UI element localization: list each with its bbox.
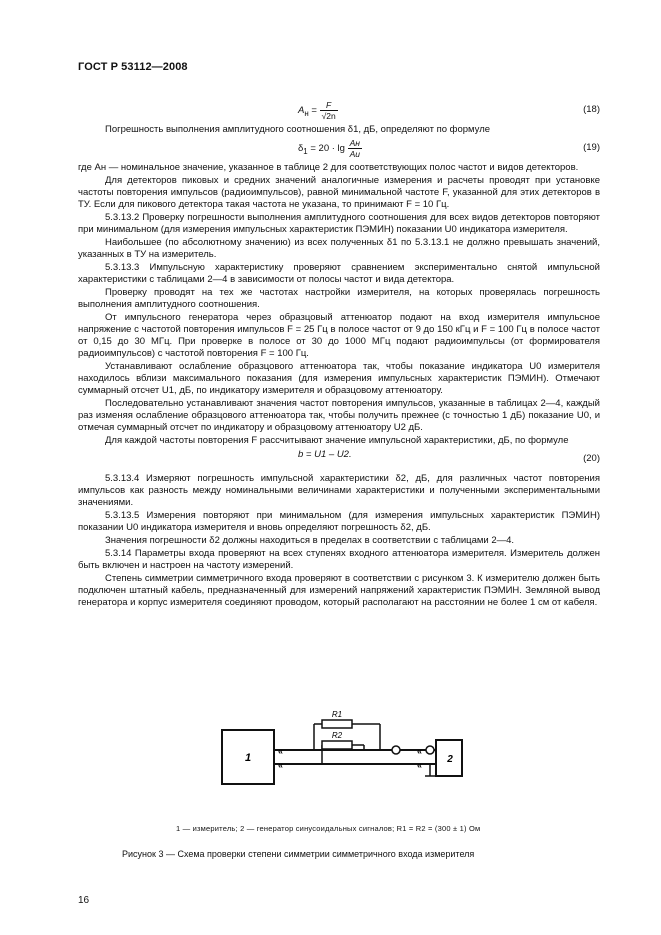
resistor-r2 [322, 741, 352, 749]
formula-19-den: Aи [349, 149, 360, 159]
box-2-label: 2 [447, 754, 453, 765]
r2-label: R2 [331, 731, 343, 740]
box-1-label: 1 [244, 752, 252, 764]
terminal-a-icon [392, 746, 400, 754]
page-body [78, 98, 600, 610]
formula-19-num: Aн [348, 138, 362, 149]
formula-20 [78, 449, 600, 469]
paragraph-14: Степень симметрии симметричного входа проверяют в соответствии с рисунком 3. К измерителю должен быть подключен штатный кабель, предназначенный для измерений напряжений характеристик ПЭМИН. Земляной вывод генератора и корпус измерителя соединяют проводом, который располагают на расстоянии не более 1 см от кабеля. [78, 573, 600, 608]
formula-18-den: √2n [321, 111, 336, 121]
figure-legend: 1 — измеритель; 2 — генератор синусоидальных сигналов; R1 = R2 = (300 ± 1) Ом [176, 824, 481, 833]
resistor-r1 [322, 720, 352, 728]
formula-20-number: (20) [583, 453, 600, 464]
where-line: где Aн — номинальное значение, указанное в таблице 2 для соответствующих полос частот и видов детекторов. [78, 162, 579, 173]
paragraph-13: 5.3.14 Параметры входа проверяют на всех ступенях входного аттенюатора измерителя. Измеритель должен быть включен и настроен на частоту измерений. [78, 548, 600, 571]
formula-19-number: (19) [583, 142, 600, 153]
page-number: 16 [78, 895, 90, 906]
connector-left-top-icon: « [278, 746, 284, 756]
r1-label: R1 [331, 710, 343, 719]
document-header: ГОСТ Р 53112—2008 [78, 61, 188, 73]
formula-19-lhs: δ [298, 143, 304, 155]
paragraph-6: От импульсного генератора через образцовый аттенюатор подают на вход измерителя импульсное напряжение с частотой повторения импульсов F = 25 Гц в полосе частот от 9 до 150 кГц и F = 100 Гц в полосе частот от 0,15 до 30 МГц. При проверке в полосе от 30 до 1000 МГц подают радиоимпульсы (от формирователя радиоимпульсов) с частотой повторения F = 100 Гц. [78, 312, 600, 359]
formula-19 [78, 138, 600, 158]
paragraph-8: Последовательно устанавливают значения частот повторения импульсов, указанные в таблицах 2—4, каждый раз изменяя ослабление образцового аттенюатора так, чтобы получить прежнее (с точностью 1 дБ) показание U0, и отмечая суммарный отсчет по индикатору и образцовому аттенюатору U2 дБ. [78, 398, 600, 433]
formula-18-lhs: A [298, 105, 305, 117]
paragraph-5: Проверку проводят на тех же частотах настройки измерителя, на которых проверялась погрешность выполнения амплитудного соотношения. [78, 287, 600, 310]
symmetry-test-circuit [214, 700, 464, 790]
formula-19-lhs-sub: 1 [303, 146, 308, 156]
formula-18-lhs-sub: н [304, 108, 309, 118]
formula-18-eq: = [311, 105, 317, 117]
error-intro: Погрешность выполнения амплитудного соотношения δ1, дБ, определяют по формуле [105, 124, 491, 135]
paragraph-9: Для каждой частоты повторения F рассчитывают значение импульсной характеристики, дБ, по формуле [105, 435, 569, 446]
paragraph-10: 5.3.13.4 Измеряют погрешность импульсной характеристики δ2, дБ, для различных частот повторения импульсов как разность между номинальными величинами характеристики и полученными экспериментальными значениями. [78, 473, 600, 508]
terminal-b-icon [426, 746, 434, 754]
paragraph-1: Для детекторов пиковых и средних значений аналогичные измерения и расчеты проводят при установке частоты повторения импульсов (радиоимпульсов), равной минимальной частоте F, указанной для этих детекторов в ТУ. Если для пикового детектора такая частота не указана, то принимают F = 10 Гц. [78, 175, 600, 210]
formula-19-eq: = 20 · lg [310, 143, 345, 155]
figure-caption: Рисунок 3 — Схема проверки степени симметрии симметричного входа измерителя [122, 849, 475, 859]
connector-right-bottom-icon: « [417, 760, 423, 770]
paragraph-12: Значения погрешности δ2 должны находиться в пределах в соответствии с таблицами 2—4. [105, 535, 515, 546]
formula-20-expr: b = U1 – U2. [298, 449, 352, 460]
formula-19-fraction [348, 138, 362, 159]
paragraph-4: 5.3.13.3 Импульсную характеристику проверяют сравнением экспериментально снятой импульсной характеристики с таблицами 2—4 в зависимости от полосы частот и вида детектора. [78, 262, 600, 285]
formula-18 [78, 100, 600, 120]
connector-right-top-icon: « [417, 746, 423, 756]
connector-left-bottom-icon: « [278, 760, 284, 770]
paragraph-2: 5.3.13.2 Проверку погрешности выполнения амплитудного соотношения для всех видов детекторов повторяют при минимальном (для измерения импульсных характеристик ПЭМИН) показании U0 индикатора измерителя. [78, 212, 600, 235]
formula-18-number: (18) [583, 104, 600, 115]
paragraph-7: Устанавливают ослабление образцового аттенюатора так, чтобы показание индикатора U0 измерителя находилось вблизи максимального показания (для измерения импульсных характеристик ПЭМИН). Отмечают суммарный отсчет U1, дБ, по индикатору измерителя и образцовому аттенюатору. [78, 361, 600, 396]
formula-18-fraction [320, 100, 338, 121]
formula-18-num: F [320, 100, 338, 111]
paragraph-3: Наибольшее (по абсолютному значению) из всех полученных δ1 по 5.3.13.1 не должно превышать значений, указанных в ТУ на измеритель. [78, 237, 600, 260]
paragraph-11: 5.3.13.5 Измерения повторяют при минимальном (для измерения импульсных характеристик ПЭМИН) показании U0 индикатора измерителя и вновь определяют погрешность δ2, дБ. [78, 510, 600, 533]
